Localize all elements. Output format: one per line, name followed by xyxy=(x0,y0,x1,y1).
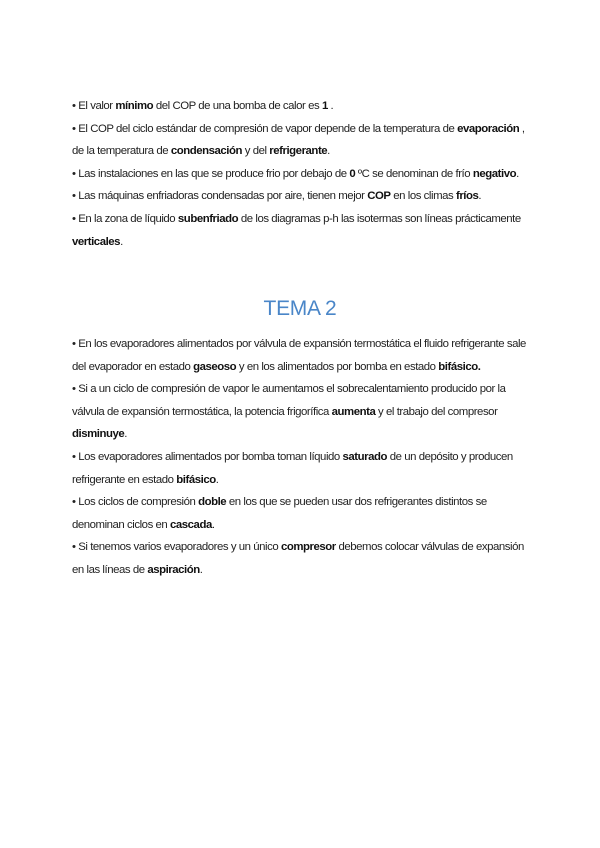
text-run: • Los ciclos de compresión xyxy=(72,496,199,509)
bold-term: gaseoso xyxy=(193,360,237,373)
text-run: ºC se denominan de frío xyxy=(355,167,473,180)
text-run: debemos colocar válvulas de expansión en las líneas de xyxy=(72,541,524,576)
bullet-item xyxy=(72,378,530,446)
text-run: . xyxy=(211,518,215,531)
text-run: . xyxy=(327,145,330,158)
section-heading: TEMA 2 xyxy=(263,297,337,320)
bold-term: fríos xyxy=(455,190,479,203)
text-run: • Los evaporadores alimentados por bomba toman líquido xyxy=(72,450,343,463)
bold-term: aspiración xyxy=(147,563,200,576)
bullet-item xyxy=(72,118,530,163)
bold-term: bifásico. xyxy=(438,360,481,373)
bold-term: COP xyxy=(367,190,391,203)
section-1-list xyxy=(72,95,530,253)
bullet-item xyxy=(72,536,530,581)
text-run: . xyxy=(516,167,519,180)
bullet-item xyxy=(72,491,530,536)
text-run: en los climas xyxy=(390,190,456,203)
bold-term: verticales xyxy=(72,235,121,248)
text-run: . xyxy=(215,473,219,486)
bold-term: bifásico xyxy=(176,473,216,486)
text-run: . xyxy=(478,190,482,203)
bullet-item xyxy=(72,95,530,118)
text-run: y del xyxy=(242,145,270,158)
bold-term: disminuye xyxy=(72,428,125,441)
bold-term: saturado xyxy=(342,450,388,463)
bullet-item xyxy=(72,185,530,208)
text-run: y el trabajo del compresor xyxy=(375,405,498,418)
text-run: • Las instalaciones en las que se produce frio por debajo de xyxy=(72,167,350,180)
bold-term: evaporación xyxy=(457,122,520,135)
bullet-item xyxy=(72,446,530,491)
text-run: • En los evaporadores alimentados por válvula de expansión termostática el fluido refrigerante sale del evaporador en estado xyxy=(72,338,526,373)
text-run: • El valor xyxy=(72,100,116,112)
bold-term: 0 xyxy=(349,167,356,180)
text-run: • El COP del ciclo estándar de compresión de vapor depende de la temperatura de xyxy=(72,122,458,135)
text-run: . xyxy=(199,563,203,576)
text-run: y en los alimentados por bomba en estado xyxy=(236,360,439,373)
bullet-item xyxy=(72,333,530,378)
section-2-list xyxy=(72,333,530,582)
bold-term: 1 xyxy=(321,100,328,112)
bold-term: mínimo xyxy=(115,100,154,112)
bold-term: aumenta xyxy=(331,405,376,418)
text-run: • Las máquinas enfriadoras condensadas por aire, tienen mejor xyxy=(72,190,368,203)
bullet-item xyxy=(72,163,530,186)
bullet-item xyxy=(72,208,530,253)
text-run: • Si tenemos varios evaporadores y un único xyxy=(72,541,281,554)
text-run: de un depósito y producen refrigerante en estado xyxy=(72,450,513,486)
text-run: . xyxy=(124,428,128,441)
text-run: , de la temperatura de xyxy=(72,122,525,158)
bold-term: doble xyxy=(198,496,227,509)
text-run: • Si a un ciclo de compresión de vapor le aumentamos el sobrecalentamiento producido por la válvula de expansión termostática, la potencia frigorífica xyxy=(72,383,506,418)
text-run: • En la zona de líquido xyxy=(72,212,178,225)
bold-term: condensación xyxy=(170,145,243,158)
bold-term: cascada xyxy=(170,518,212,531)
text-run: de los diagramas p-h las isotermas son líneas prácticamente xyxy=(238,212,521,225)
text-run: . xyxy=(120,235,123,248)
text-run: del COP de una bomba de calor es xyxy=(153,100,322,112)
bold-term: refrigerante xyxy=(269,145,328,158)
bold-term: compresor xyxy=(280,541,336,554)
text-run: en los que se pueden usar dos refrigerantes distintos se denominan ciclos en xyxy=(72,496,487,531)
text-run: . xyxy=(327,100,334,112)
bold-term: subenfriado xyxy=(177,212,239,225)
bold-term: negativo xyxy=(472,167,517,180)
